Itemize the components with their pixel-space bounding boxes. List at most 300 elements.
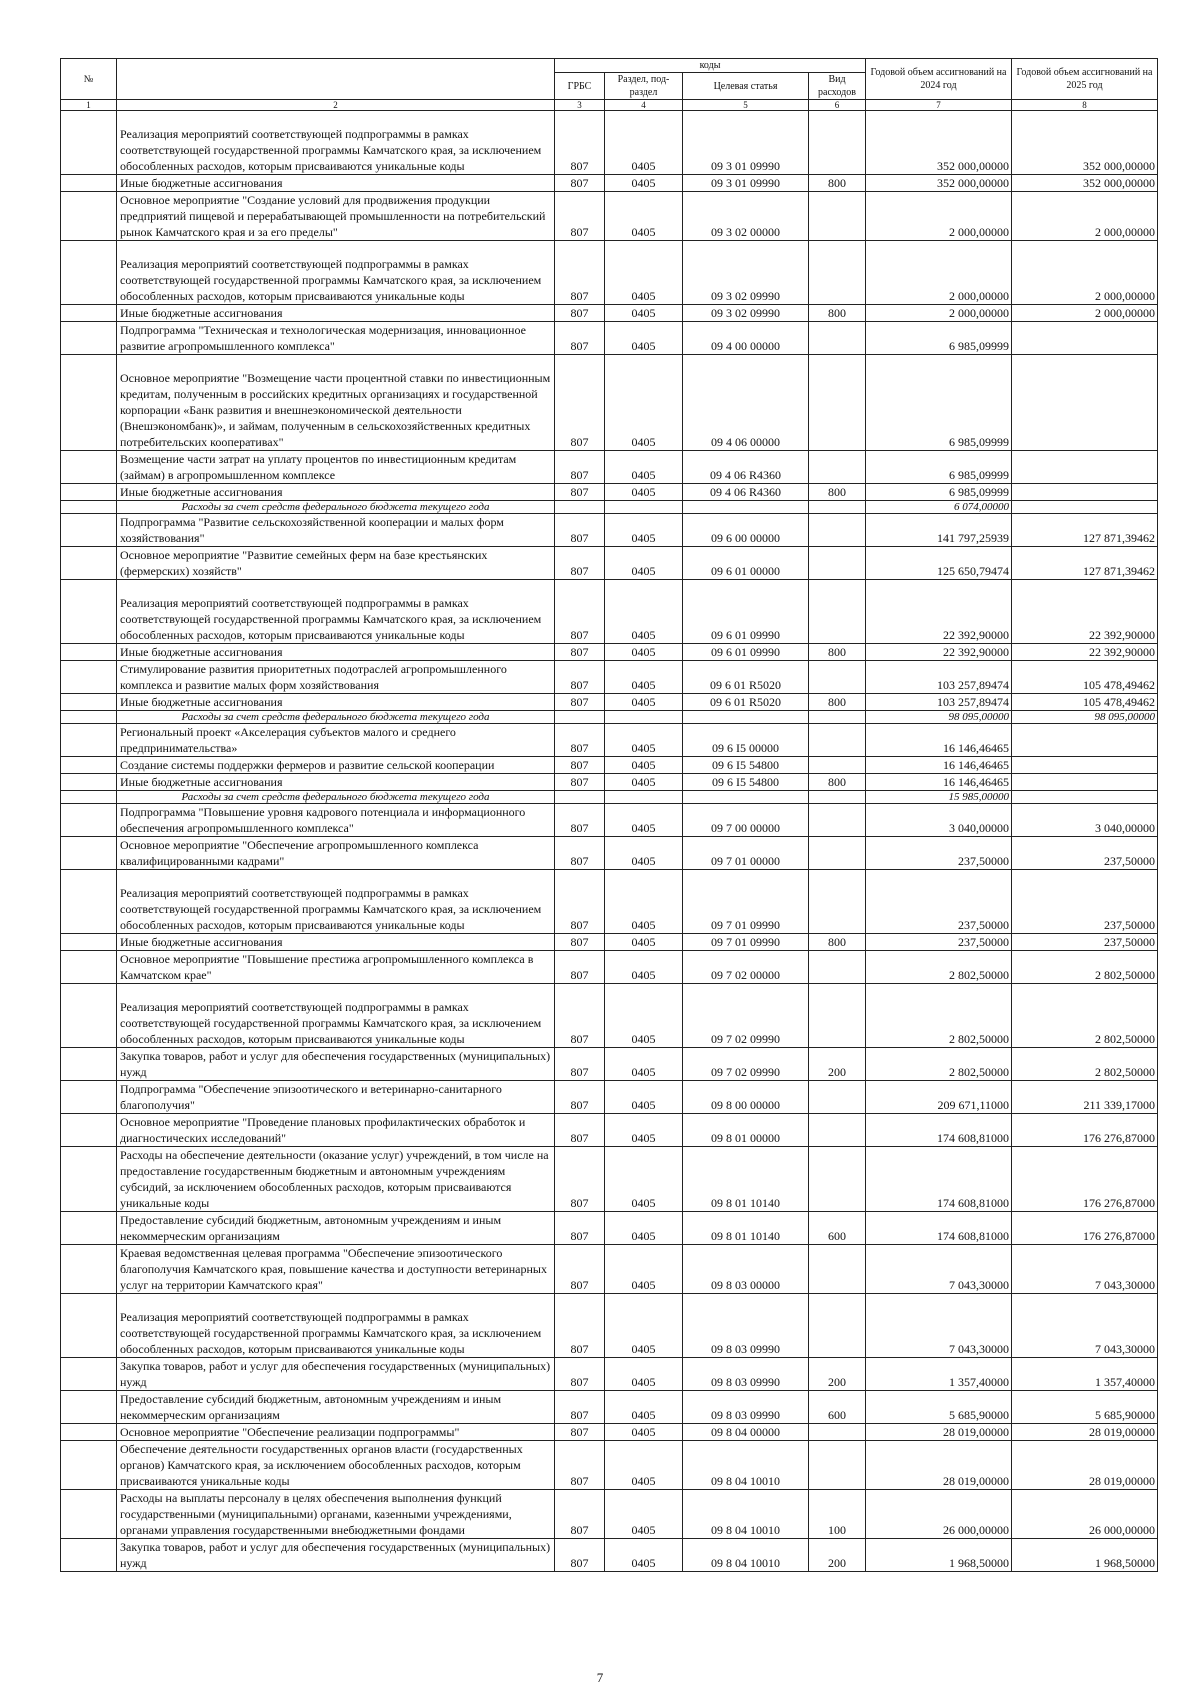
cell-v2024: 352 000,00000 bbox=[866, 175, 1012, 192]
cell-vr bbox=[809, 241, 866, 305]
cell-name: Иные бюджетные ассигнования bbox=[117, 484, 555, 501]
cell-name: Основное мероприятие "Обеспечение реализации подпрограммы" bbox=[117, 1424, 555, 1441]
cell-cs: 09 8 04 10010 bbox=[683, 1490, 809, 1539]
colnum: 8 bbox=[1012, 100, 1158, 111]
cell-cs: 09 8 03 09990 bbox=[683, 1294, 809, 1358]
table-row bbox=[61, 175, 1158, 192]
cell-rz: 0405 bbox=[605, 1048, 683, 1081]
cell-cs: 09 4 06 R4360 bbox=[683, 451, 809, 484]
cell-v2025: 28 019,00000 bbox=[1012, 1424, 1158, 1441]
cell-rz: 0405 bbox=[605, 1081, 683, 1114]
cell-rz: 0405 bbox=[605, 644, 683, 661]
cell-name: Основное мероприятие "Проведение плановых профилактических обработок и диагностических исследований" bbox=[117, 1114, 555, 1147]
cell-rz: 0405 bbox=[605, 1294, 683, 1358]
cell-num bbox=[61, 1245, 117, 1294]
cell-v2024: 5 685,90000 bbox=[866, 1391, 1012, 1424]
cell-vr bbox=[809, 1245, 866, 1294]
cell-v2024: 1 968,50000 bbox=[866, 1539, 1012, 1572]
cell-vr bbox=[809, 1114, 866, 1147]
cell-vr bbox=[809, 661, 866, 694]
cell-v2025: 2 000,00000 bbox=[1012, 241, 1158, 305]
cell-vr bbox=[809, 111, 866, 175]
cell-cs: 09 7 02 00000 bbox=[683, 951, 809, 984]
vol2024-header: Годовой объем ассигнований на 2024 год bbox=[866, 59, 1012, 100]
cell-num bbox=[61, 1490, 117, 1539]
cell-vr bbox=[809, 1081, 866, 1114]
cell-name: Закупка товаров, работ и услуг для обеспечения государственных (муниципальных) нужд bbox=[117, 1048, 555, 1081]
cell-v2025: 127 871,39462 bbox=[1012, 547, 1158, 580]
cell-v2025: 237,50000 bbox=[1012, 870, 1158, 934]
table-row bbox=[61, 870, 1158, 934]
cell-grbs: 807 bbox=[555, 192, 605, 241]
celevaya-header: Целевая статья bbox=[683, 73, 809, 100]
name-header bbox=[117, 59, 555, 100]
cell-v2025 bbox=[1012, 724, 1158, 757]
cell-v2024: 26 000,00000 bbox=[866, 1490, 1012, 1539]
cell-v2025: 7 043,30000 bbox=[1012, 1294, 1158, 1358]
cell-v2025: 352 000,00000 bbox=[1012, 175, 1158, 192]
cell-name: Реализация мероприятий соответствующей подпрограммы в рамках соответствующей государственной программы Камчатского края, за исключением обособленных расходов, которым присваиваются уникальные коды bbox=[117, 580, 555, 644]
cell-name: Иные бюджетные ассигнования bbox=[117, 175, 555, 192]
cell-vr: 600 bbox=[809, 1212, 866, 1245]
cell-v2024: 22 392,90000 bbox=[866, 580, 1012, 644]
cell-rz: 0405 bbox=[605, 192, 683, 241]
cell-num bbox=[61, 711, 117, 724]
cell-grbs: 807 bbox=[555, 1114, 605, 1147]
cell-cs: 09 8 01 10140 bbox=[683, 1212, 809, 1245]
cell-cs: 09 3 01 09990 bbox=[683, 175, 809, 192]
cell-cs: 09 6 I5 54800 bbox=[683, 774, 809, 791]
cell-name: Основное мероприятие "Повышение престижа агропромышленного комплекса в Камчатском крае" bbox=[117, 951, 555, 984]
cell-grbs: 807 bbox=[555, 951, 605, 984]
cell-v2024: 352 000,00000 bbox=[866, 111, 1012, 175]
cell-v2025: 1 968,50000 bbox=[1012, 1539, 1158, 1572]
cell-v2024: 237,50000 bbox=[866, 934, 1012, 951]
cell-v2024: 2 000,00000 bbox=[866, 241, 1012, 305]
cell-num bbox=[61, 951, 117, 984]
cell-num bbox=[61, 1391, 117, 1424]
table-row bbox=[61, 1490, 1158, 1539]
grbs-header: ГРБС bbox=[555, 73, 605, 100]
table-row bbox=[61, 694, 1158, 711]
colnum: 5 bbox=[683, 100, 809, 111]
cell-name: Реализация мероприятий соответствующей подпрограммы в рамках соответствующей государственной программы Камчатского края, за исключением обособленных расходов, которым присваиваются уникальные коды bbox=[117, 241, 555, 305]
cell-grbs: 807 bbox=[555, 1147, 605, 1212]
cell-cs: 09 3 02 00000 bbox=[683, 192, 809, 241]
cell-v2025: 22 392,90000 bbox=[1012, 580, 1158, 644]
cell-name: Закупка товаров, работ и услуг для обеспечения государственных (муниципальных) нужд bbox=[117, 1358, 555, 1391]
cell-v2025 bbox=[1012, 774, 1158, 791]
cell-rz: 0405 bbox=[605, 1391, 683, 1424]
cell-rz: 0405 bbox=[605, 241, 683, 305]
cell-grbs: 807 bbox=[555, 355, 605, 451]
cell-grbs: 807 bbox=[555, 1245, 605, 1294]
cell-name: Реализация мероприятий соответствующей подпрограммы в рамках соответствующей государственной программы Камчатского края, за исключением обособленных расходов, которым присваиваются уникальные коды bbox=[117, 984, 555, 1048]
cell-vr bbox=[809, 984, 866, 1048]
cell-rz: 0405 bbox=[605, 1539, 683, 1572]
table-row bbox=[61, 305, 1158, 322]
table-row bbox=[61, 1391, 1158, 1424]
cell-rz: 0405 bbox=[605, 1441, 683, 1490]
table-row bbox=[61, 111, 1158, 175]
cell-v2024: 6 985,09999 bbox=[866, 355, 1012, 451]
cell-vr bbox=[809, 951, 866, 984]
cell-rz: 0405 bbox=[605, 547, 683, 580]
cell-vr bbox=[809, 804, 866, 837]
cell-v2025: 105 478,49462 bbox=[1012, 694, 1158, 711]
cell-vr: 100 bbox=[809, 1490, 866, 1539]
cell-grbs: 807 bbox=[555, 111, 605, 175]
cell-v2025: 352 000,00000 bbox=[1012, 111, 1158, 175]
vol2025-header: Годовой объем ассигнований на 2025 год bbox=[1012, 59, 1158, 100]
cell-num bbox=[61, 175, 117, 192]
cell-rz: 0405 bbox=[605, 804, 683, 837]
cell-v2024: 6 985,09999 bbox=[866, 451, 1012, 484]
cell-v2025 bbox=[1012, 484, 1158, 501]
cell-cs: 09 3 02 09990 bbox=[683, 241, 809, 305]
cell-v2024: 174 608,81000 bbox=[866, 1212, 1012, 1245]
table-row bbox=[61, 241, 1158, 305]
cell-rz: 0405 bbox=[605, 355, 683, 451]
table-row bbox=[61, 951, 1158, 984]
cell-num bbox=[61, 644, 117, 661]
cell-grbs: 807 bbox=[555, 514, 605, 547]
cell-name: Стимулирование развития приоритетных подотраслей агропромышленного комплекса и развитие малых форм хозяйствования bbox=[117, 661, 555, 694]
table-row bbox=[61, 934, 1158, 951]
cell-v2025: 176 276,87000 bbox=[1012, 1212, 1158, 1245]
cell-num bbox=[61, 984, 117, 1048]
cell-name: Реализация мероприятий соответствующей подпрограммы в рамках соответствующей государственной программы Камчатского края, за исключением обособленных расходов, которым присваиваются уникальные коды bbox=[117, 1294, 555, 1358]
cell-vr bbox=[809, 547, 866, 580]
cell-cs: 09 6 01 R5020 bbox=[683, 661, 809, 694]
cell-rz: 0405 bbox=[605, 175, 683, 192]
cell-name: Расходы за счет средств федерального бюджета текущего года bbox=[117, 501, 555, 514]
cell-v2024: 2 802,50000 bbox=[866, 1048, 1012, 1081]
cell-name: Иные бюджетные ассигнования bbox=[117, 774, 555, 791]
cell-vr bbox=[809, 870, 866, 934]
cell-rz: 0405 bbox=[605, 1490, 683, 1539]
cell-cs: 09 4 00 00000 bbox=[683, 322, 809, 355]
cell-num bbox=[61, 451, 117, 484]
cell-vr bbox=[809, 757, 866, 774]
cell-grbs: 807 bbox=[555, 661, 605, 694]
cell-v2024: 16 146,46465 bbox=[866, 774, 1012, 791]
cell-grbs: 807 bbox=[555, 774, 605, 791]
cell-v2024: 7 043,30000 bbox=[866, 1245, 1012, 1294]
cell-vr bbox=[809, 501, 866, 514]
table-row bbox=[61, 547, 1158, 580]
cell-name: Подпрограмма "Обеспечение эпизоотического и ветеринарно-санитарного благополучия" bbox=[117, 1081, 555, 1114]
cell-v2025: 5 685,90000 bbox=[1012, 1391, 1158, 1424]
cell-v2024: 2 802,50000 bbox=[866, 951, 1012, 984]
cell-grbs: 807 bbox=[555, 1539, 605, 1572]
cell-grbs: 807 bbox=[555, 804, 605, 837]
cell-v2025 bbox=[1012, 322, 1158, 355]
cell-v2025: 2 802,50000 bbox=[1012, 951, 1158, 984]
cell-num bbox=[61, 934, 117, 951]
cell-vr bbox=[809, 791, 866, 804]
cell-v2025: 105 478,49462 bbox=[1012, 661, 1158, 694]
cell-vr: 200 bbox=[809, 1358, 866, 1391]
cell-v2025: 26 000,00000 bbox=[1012, 1490, 1158, 1539]
cell-grbs: 807 bbox=[555, 1441, 605, 1490]
table-row bbox=[61, 451, 1158, 484]
federal-row bbox=[61, 501, 1158, 514]
table-row bbox=[61, 774, 1158, 791]
table-body bbox=[61, 111, 1158, 1572]
table-row bbox=[61, 1441, 1158, 1490]
cell-cs bbox=[683, 711, 809, 724]
cell-vr: 800 bbox=[809, 774, 866, 791]
cell-vr bbox=[809, 322, 866, 355]
cell-v2024: 103 257,89474 bbox=[866, 661, 1012, 694]
cell-cs: 09 7 01 09990 bbox=[683, 934, 809, 951]
cell-cs: 09 8 04 00000 bbox=[683, 1424, 809, 1441]
cell-grbs: 807 bbox=[555, 484, 605, 501]
cell-rz: 0405 bbox=[605, 111, 683, 175]
cell-vr: 200 bbox=[809, 1539, 866, 1572]
cell-cs: 09 8 04 10010 bbox=[683, 1441, 809, 1490]
cell-vr: 800 bbox=[809, 175, 866, 192]
cell-cs: 09 6 00 00000 bbox=[683, 514, 809, 547]
cell-grbs: 807 bbox=[555, 1294, 605, 1358]
cell-name: Краевая ведомственная целевая программа "Обеспечение эпизоотического благополучия Камчатского края, повышение качества и доступности ветеринарных услуг на территории Камчатского края" bbox=[117, 1245, 555, 1294]
cell-v2025: 2 802,50000 bbox=[1012, 1048, 1158, 1081]
cell-v2025: 22 392,90000 bbox=[1012, 644, 1158, 661]
cell-name: Иные бюджетные ассигнования bbox=[117, 644, 555, 661]
cell-cs: 09 6 I5 54800 bbox=[683, 757, 809, 774]
cell-name: Подпрограмма "Техническая и технологическая модернизация, инновационное развитие агропромышленного комплекса" bbox=[117, 322, 555, 355]
cell-rz: 0405 bbox=[605, 774, 683, 791]
cell-grbs: 807 bbox=[555, 694, 605, 711]
cell-cs: 09 7 00 00000 bbox=[683, 804, 809, 837]
table-row bbox=[61, 984, 1158, 1048]
cell-grbs: 807 bbox=[555, 984, 605, 1048]
cell-rz: 0405 bbox=[605, 724, 683, 757]
table-row bbox=[61, 322, 1158, 355]
cell-vr: 800 bbox=[809, 305, 866, 322]
cell-rz: 0405 bbox=[605, 984, 683, 1048]
cell-grbs: 807 bbox=[555, 1358, 605, 1391]
cell-v2024: 98 095,00000 bbox=[866, 711, 1012, 724]
cell-name: Предоставление субсидий бюджетным, автономным учреждениям и иным некоммерческим организациям bbox=[117, 1212, 555, 1245]
table-row bbox=[61, 644, 1158, 661]
cell-v2025: 237,50000 bbox=[1012, 837, 1158, 870]
cell-vr bbox=[809, 1424, 866, 1441]
cell-rz: 0405 bbox=[605, 514, 683, 547]
cell-cs: 09 8 03 00000 bbox=[683, 1245, 809, 1294]
razdel-header: Раздел, под-раздел bbox=[605, 73, 683, 100]
colnum: 6 bbox=[809, 100, 866, 111]
cell-num bbox=[61, 305, 117, 322]
cell-rz: 0405 bbox=[605, 934, 683, 951]
cell-vr bbox=[809, 580, 866, 644]
table-row bbox=[61, 484, 1158, 501]
cell-rz: 0405 bbox=[605, 1147, 683, 1212]
cell-name: Региональный проект «Акселерация субъектов малого и среднего предпринимательства» bbox=[117, 724, 555, 757]
cell-v2025: 176 276,87000 bbox=[1012, 1114, 1158, 1147]
cell-vr bbox=[809, 724, 866, 757]
cell-num bbox=[61, 322, 117, 355]
cell-vr bbox=[809, 192, 866, 241]
cell-num bbox=[61, 1424, 117, 1441]
page-number: 7 bbox=[596, 1670, 604, 1685]
table-row bbox=[61, 1114, 1158, 1147]
cell-v2024: 6 074,00000 bbox=[866, 501, 1012, 514]
cell-grbs: 807 bbox=[555, 837, 605, 870]
cell-name: Возмещение части затрат на уплату процентов по инвестиционным кредитам (займам) в агропромышленном комплексе bbox=[117, 451, 555, 484]
cell-v2025: 1 357,40000 bbox=[1012, 1358, 1158, 1391]
colnum: 3 bbox=[555, 100, 605, 111]
cell-v2024: 6 985,09999 bbox=[866, 322, 1012, 355]
cell-grbs: 807 bbox=[555, 870, 605, 934]
cell-grbs: 807 bbox=[555, 1048, 605, 1081]
vid-header: Вид расходов bbox=[809, 73, 866, 100]
cell-vr bbox=[809, 355, 866, 451]
cell-grbs: 807 bbox=[555, 241, 605, 305]
cell-cs: 09 8 03 09990 bbox=[683, 1358, 809, 1391]
cell-vr: 200 bbox=[809, 1048, 866, 1081]
cell-grbs bbox=[555, 711, 605, 724]
cell-num bbox=[61, 791, 117, 804]
cell-name: Создание системы поддержки фермеров и развитие сельской кооперации bbox=[117, 757, 555, 774]
cell-v2024: 16 146,46465 bbox=[866, 724, 1012, 757]
cell-v2025 bbox=[1012, 791, 1158, 804]
cell-cs: 09 6 01 R5020 bbox=[683, 694, 809, 711]
cell-v2024: 1 357,40000 bbox=[866, 1358, 1012, 1391]
cell-num bbox=[61, 837, 117, 870]
cell-cs: 09 7 02 09990 bbox=[683, 1048, 809, 1081]
cell-v2024: 28 019,00000 bbox=[866, 1424, 1012, 1441]
cell-num bbox=[61, 1114, 117, 1147]
cell-name: Основное мероприятие "Развитие семейных ферм на базе крестьянских (фермерских) хозяйств" bbox=[117, 547, 555, 580]
cell-grbs: 807 bbox=[555, 580, 605, 644]
cell-v2024: 209 671,11000 bbox=[866, 1081, 1012, 1114]
cell-cs: 09 8 01 00000 bbox=[683, 1114, 809, 1147]
cell-rz: 0405 bbox=[605, 580, 683, 644]
colnum: 1 bbox=[61, 100, 117, 111]
cell-num bbox=[61, 804, 117, 837]
cell-cs: 09 4 06 R4360 bbox=[683, 484, 809, 501]
cell-vr bbox=[809, 711, 866, 724]
cell-v2025: 127 871,39462 bbox=[1012, 514, 1158, 547]
cell-num bbox=[61, 111, 117, 175]
cell-rz: 0405 bbox=[605, 1245, 683, 1294]
cell-grbs: 807 bbox=[555, 1424, 605, 1441]
table-row bbox=[61, 804, 1158, 837]
table-row bbox=[61, 514, 1158, 547]
cell-cs: 09 7 02 09990 bbox=[683, 984, 809, 1048]
table-row bbox=[61, 1294, 1158, 1358]
cell-rz: 0405 bbox=[605, 661, 683, 694]
cell-v2025 bbox=[1012, 451, 1158, 484]
cell-num bbox=[61, 484, 117, 501]
cell-num bbox=[61, 514, 117, 547]
cell-rz: 0405 bbox=[605, 837, 683, 870]
cell-v2025: 7 043,30000 bbox=[1012, 1245, 1158, 1294]
cell-v2024: 16 146,46465 bbox=[866, 757, 1012, 774]
cell-cs: 09 4 06 00000 bbox=[683, 355, 809, 451]
cell-rz bbox=[605, 711, 683, 724]
cell-num bbox=[61, 1358, 117, 1391]
cell-v2024: 28 019,00000 bbox=[866, 1441, 1012, 1490]
budget-table-page bbox=[60, 58, 1157, 1572]
cell-v2024: 3 040,00000 bbox=[866, 804, 1012, 837]
cell-num bbox=[61, 757, 117, 774]
cell-cs: 09 6 01 09990 bbox=[683, 644, 809, 661]
cell-v2025 bbox=[1012, 501, 1158, 514]
table-row bbox=[61, 757, 1158, 774]
cell-name: Расходы за счет средств федерального бюджета текущего года bbox=[117, 791, 555, 804]
cell-v2025: 2 802,50000 bbox=[1012, 984, 1158, 1048]
cell-v2024: 2 000,00000 bbox=[866, 305, 1012, 322]
cell-grbs: 807 bbox=[555, 322, 605, 355]
cell-v2024: 6 985,09999 bbox=[866, 484, 1012, 501]
cell-v2024: 22 392,90000 bbox=[866, 644, 1012, 661]
cell-num bbox=[61, 355, 117, 451]
cell-vr bbox=[809, 1147, 866, 1212]
cell-grbs: 807 bbox=[555, 724, 605, 757]
cell-cs: 09 3 01 09990 bbox=[683, 111, 809, 175]
cell-name: Подпрограмма "Развитие сельскохозяйственной кооперации и малых форм хозяйствования" bbox=[117, 514, 555, 547]
colnum: 2 bbox=[117, 100, 555, 111]
cell-grbs: 807 bbox=[555, 451, 605, 484]
cell-rz bbox=[605, 791, 683, 804]
table-row bbox=[61, 580, 1158, 644]
cell-vr bbox=[809, 1294, 866, 1358]
cell-grbs: 807 bbox=[555, 1212, 605, 1245]
cell-rz: 0405 bbox=[605, 757, 683, 774]
cell-v2024: 15 985,00000 bbox=[866, 791, 1012, 804]
cell-name: Основное мероприятие "Обеспечение агропромышленного комплекса квалифицированными кадрами" bbox=[117, 837, 555, 870]
cell-grbs: 807 bbox=[555, 1081, 605, 1114]
cell-v2024: 2 000,00000 bbox=[866, 192, 1012, 241]
cell-name: Обеспечение деятельности государственных органов власти (государственных органов) Камчатского края, за исключением обособленных расходов, которым присваиваются уникальные коды bbox=[117, 1441, 555, 1490]
cell-rz: 0405 bbox=[605, 305, 683, 322]
cell-v2025 bbox=[1012, 757, 1158, 774]
cell-rz: 0405 bbox=[605, 484, 683, 501]
cell-name: Расходы на выплаты персоналу в целях обеспечения выполнения функций государственными (муниципальными) органами, казенными учреждениями, органами управления государственными внебюджетными фондами bbox=[117, 1490, 555, 1539]
cell-cs: 09 7 01 09990 bbox=[683, 870, 809, 934]
cell-v2025: 2 000,00000 bbox=[1012, 305, 1158, 322]
cell-vr: 800 bbox=[809, 694, 866, 711]
cell-name: Основное мероприятие "Создание условий для продвижения продукции предприятий пищевой и перерабатывающей промышленности на потребительский рынок Камчатского края и за его пределы" bbox=[117, 192, 555, 241]
table-row bbox=[61, 192, 1158, 241]
cell-name: Реализация мероприятий соответствующей подпрограммы в рамках соответствующей государственной программы Камчатского края, за исключением обособленных расходов, которым присваиваются уникальные коды bbox=[117, 111, 555, 175]
cell-rz: 0405 bbox=[605, 1358, 683, 1391]
cell-grbs: 807 bbox=[555, 1490, 605, 1539]
cell-num bbox=[61, 1048, 117, 1081]
cell-num bbox=[61, 501, 117, 514]
cell-num bbox=[61, 580, 117, 644]
table-row bbox=[61, 1048, 1158, 1081]
cell-grbs bbox=[555, 501, 605, 514]
cell-rz: 0405 bbox=[605, 322, 683, 355]
table-row bbox=[61, 1081, 1158, 1114]
cell-cs: 09 6 01 00000 bbox=[683, 547, 809, 580]
cell-num bbox=[61, 724, 117, 757]
cell-name: Расходы за счет средств федерального бюджета текущего года bbox=[117, 711, 555, 724]
cell-rz: 0405 bbox=[605, 1212, 683, 1245]
cell-num bbox=[61, 547, 117, 580]
cell-v2025: 98 095,00000 bbox=[1012, 711, 1158, 724]
cell-v2025 bbox=[1012, 355, 1158, 451]
cell-rz bbox=[605, 501, 683, 514]
cell-name: Основное мероприятие "Возмещение части процентной ставки по инвестиционным кредитам, полученным в российских кредитных организациях и государственной корпорации «Банк развития и внешнеэкономической деятельности (Внешэкономбанк)», и займам, полученным в сельскохозяйственных кредитных потребительских кооперативах" bbox=[117, 355, 555, 451]
codes-header: коды bbox=[555, 59, 866, 73]
cell-num bbox=[61, 1441, 117, 1490]
cell-cs: 09 8 04 10010 bbox=[683, 1539, 809, 1572]
